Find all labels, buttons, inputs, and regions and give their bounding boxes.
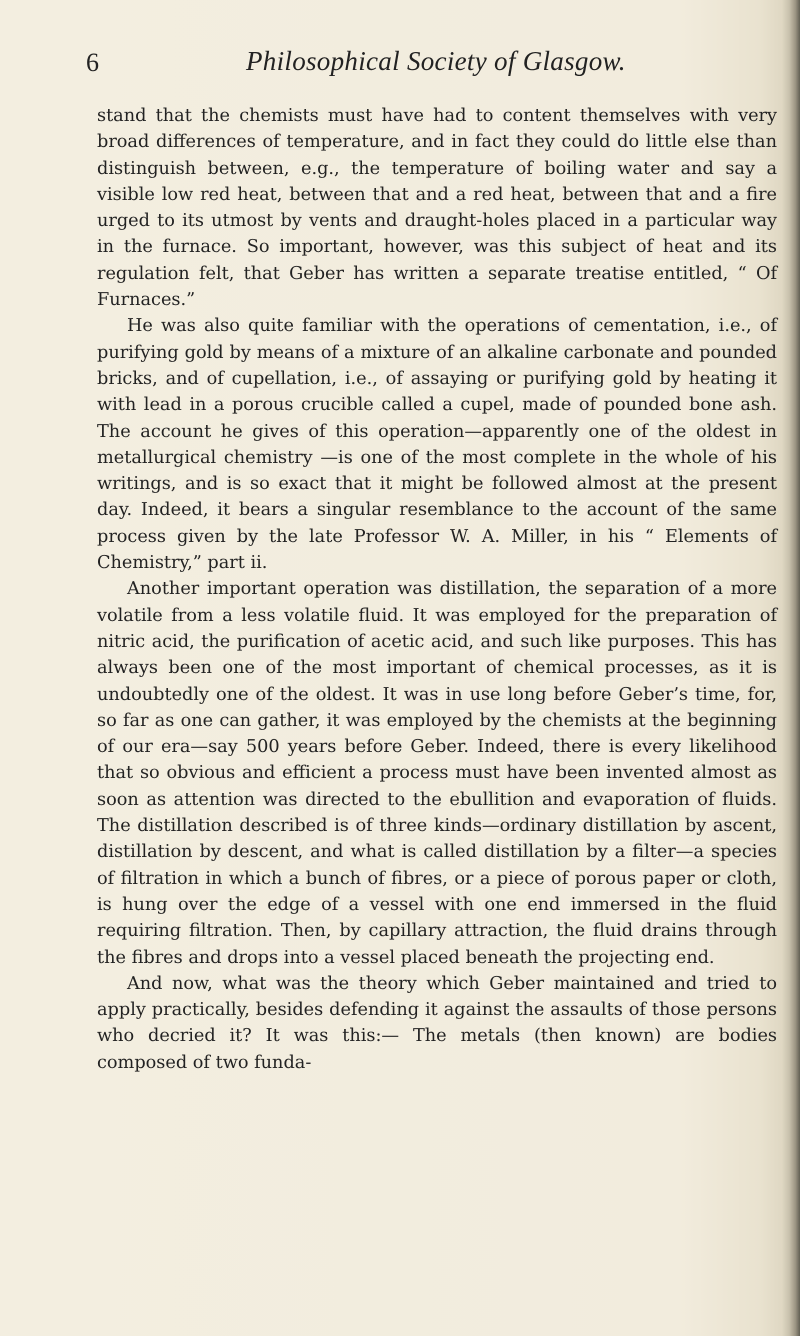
page-number: 6 xyxy=(86,48,99,77)
paragraph-2: He was also quite familiar with the operations of cementation, i.e., of purifying gold by means of a mixture of an alkaline carbonate and pounded bricks, and of cupellation, i.e., of assaying or purifying gold by heating it with lead in a porous crucible called a cupel, made of pounded bone ash. The account he gives of this operation—apparently one of the oldest in metallurgical chemistry —is one of the most complete in the whole of his writings, and is so exact that it might be followed almost at the present day. Indeed, it bears a singular resemblance to the account of the same process given by the late Professor W. A. Miller, in his “ Elements of Chemistry,” part ii. xyxy=(97,316,777,574)
page-header xyxy=(86,46,746,86)
paragraph-1: stand that the chemists must have had to content themselves with very broad differences of temperature, and in fact they could do little else than distinguish between, e.g., the temperature of boiling water and say a visible low red heat, between that and a red heat, between that and a fire urged to its utmost by vents and draught-holes placed in a particular way in the furnace. So important, however, was this subject of heat and its regulation felt, that Geber has written a separate treatise entitled, “ Of Furnaces.” xyxy=(97,106,777,311)
body-text xyxy=(97,103,777,1076)
page-binding-edge xyxy=(782,0,800,1336)
running-title: Philosophical Society of Glasgow. xyxy=(246,46,626,76)
paragraph-3: Another important operation was distillation, the separation of a more volatile from a less volatile fluid. It was employed for the preparation of nitric acid, the purification of acetic acid, and such like purposes. This has always been one of the most important of chemical processes, as it is undoubtedly one of the oldest. It was in use long before Geber’s time, for, so far as one can gather, it was employed by the chemists at the beginning of our era—say 500 years before Geber. Indeed, there is every likelihood that so obvious and efficient a process must have been invented almost as soon as attention was directed to the ebullition and evaporation of fluids. The distillation described is of three kinds—ordinary distillation by ascent, distillation by descent, and what is called distillation by a filter—a species of filtration in which a bunch of fibres, or a piece of porous paper or cloth, is hung over the edge of a vessel with one end immersed in the fluid requiring filtration. Then, by capillary attraction, the fluid drains through the fibres and drops into a vessel placed beneath the projecting end. xyxy=(97,579,777,968)
paragraph-4: And now, what was the theory which Geber maintained and tried to apply practically, besides defending it against the assaults of those persons who decried it? It was this:— The metals (then known) are bodies composed of two funda- xyxy=(97,973,777,1073)
